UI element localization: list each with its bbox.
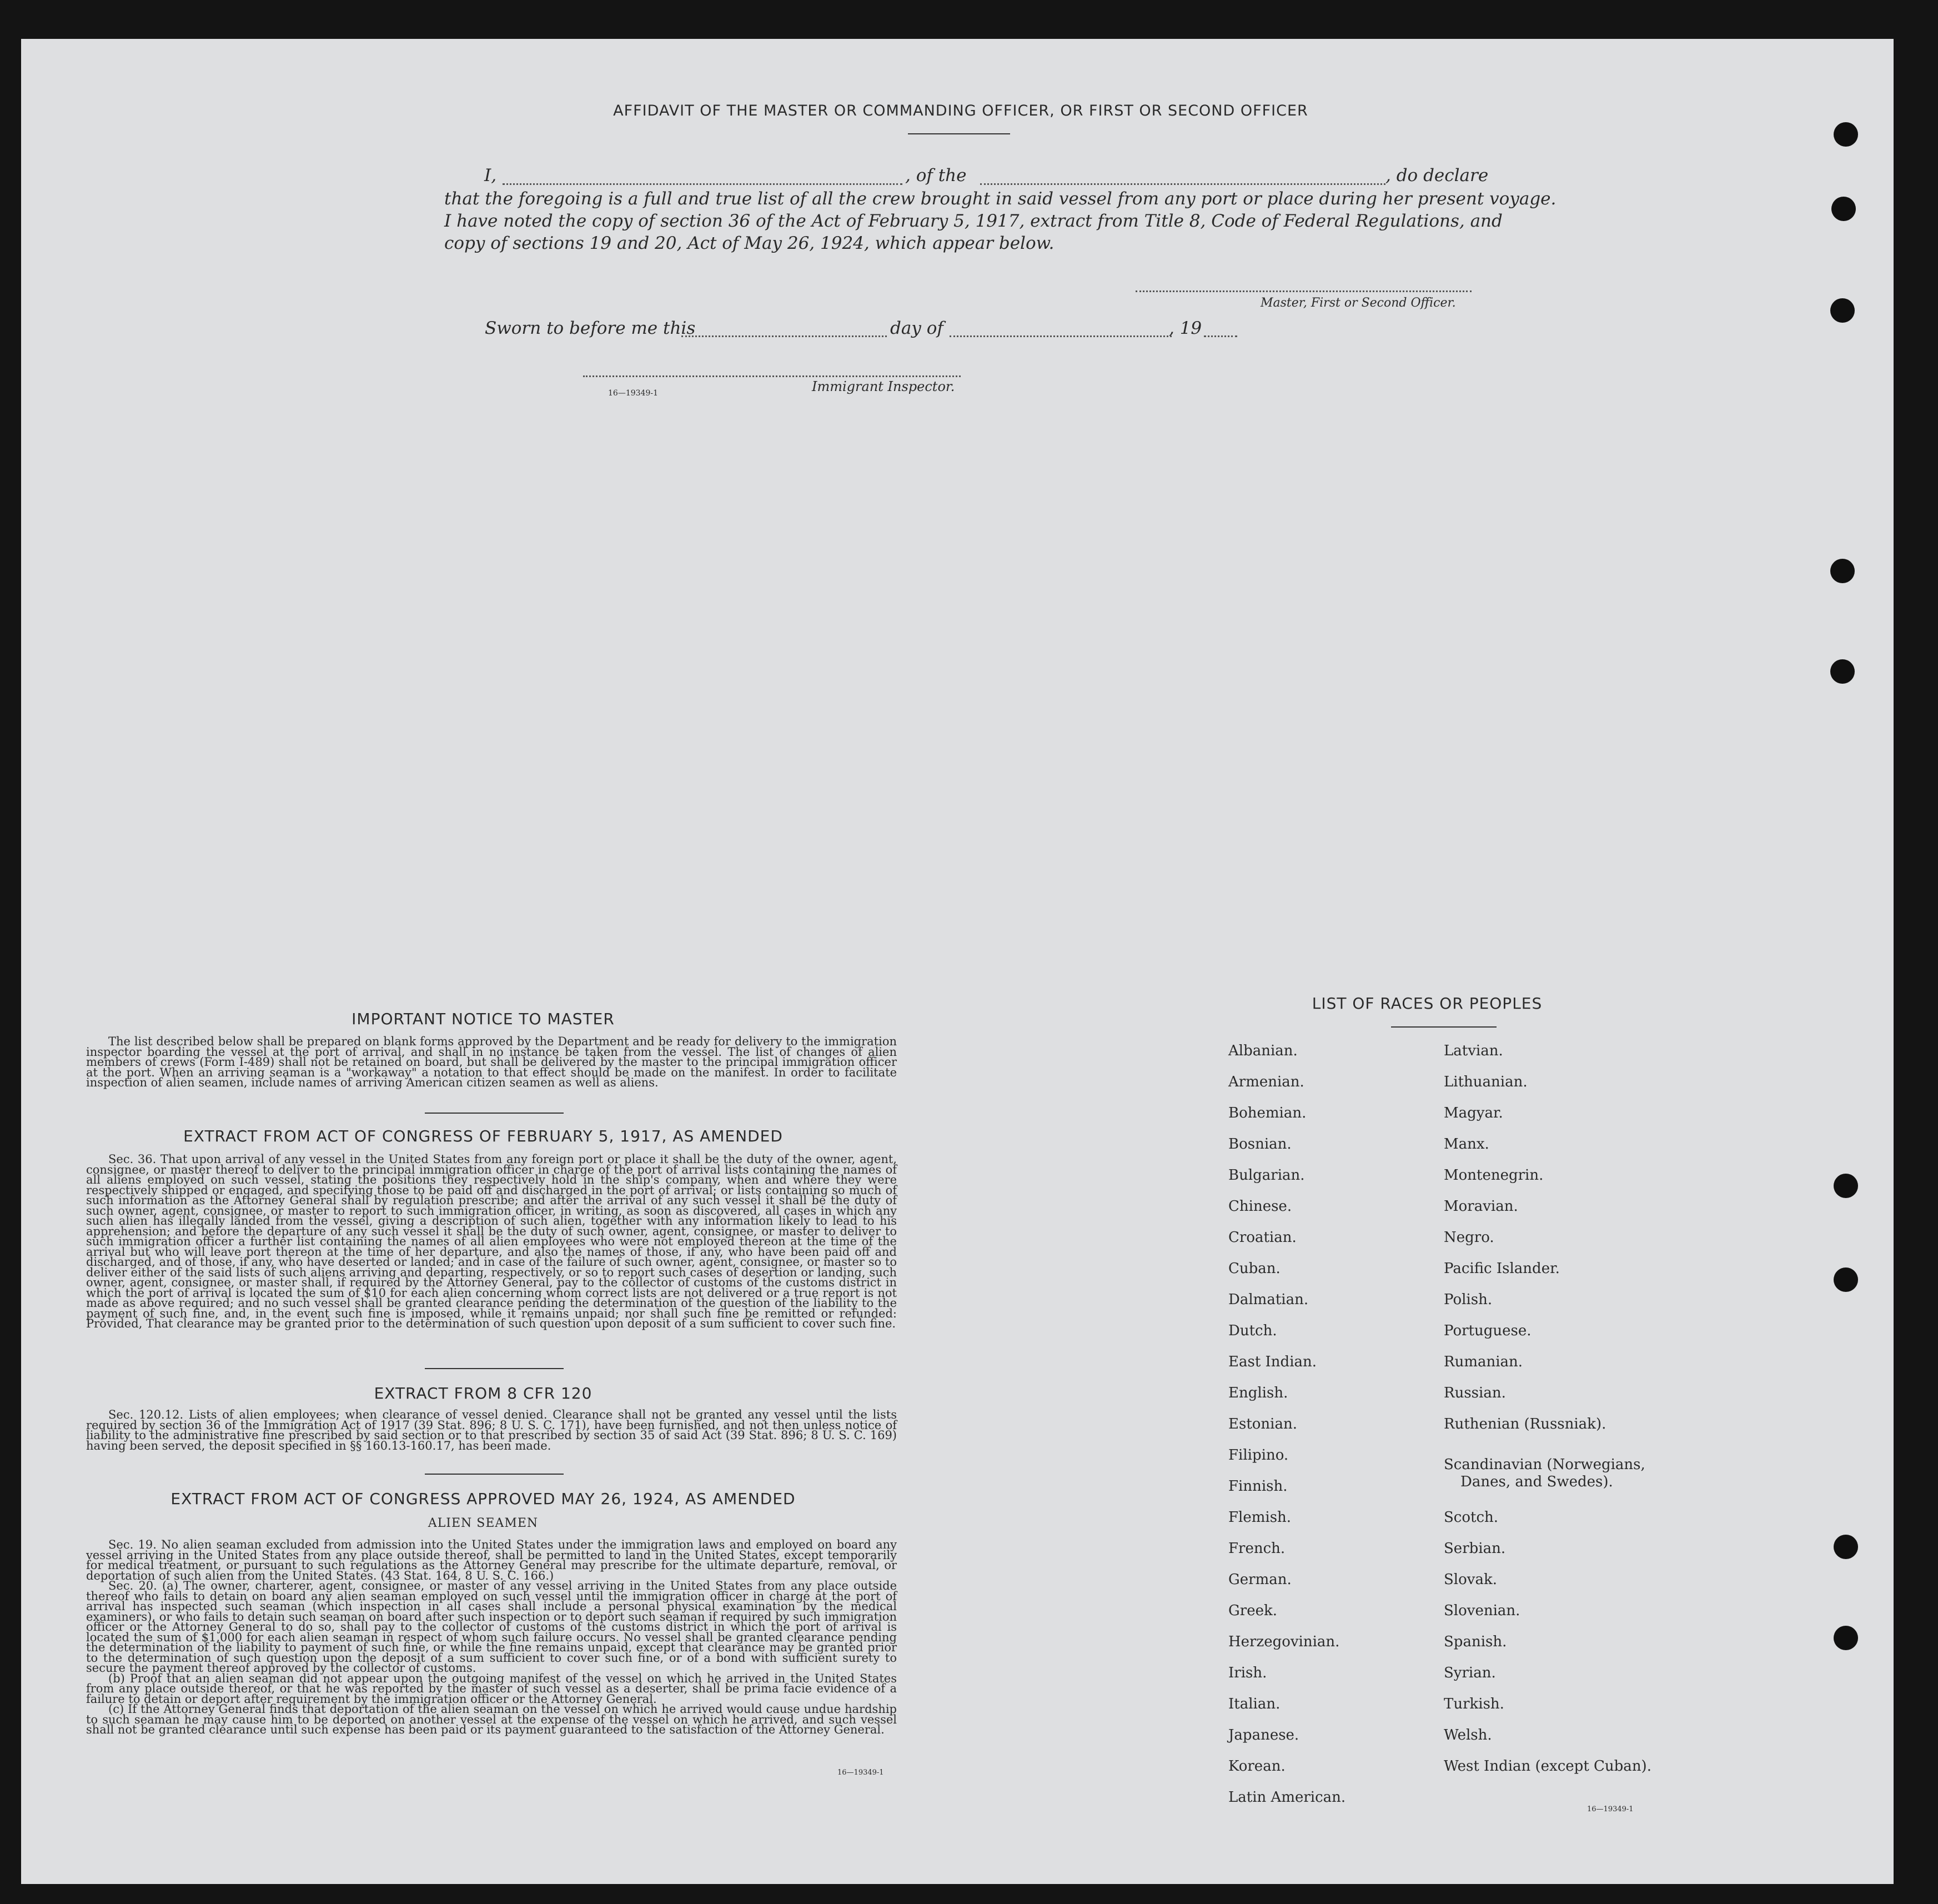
master-signature-label: Master, First or Second Officer. — [1261, 296, 1456, 310]
punch-hole — [1831, 197, 1856, 221]
sworn-day-blank — [681, 335, 887, 337]
inspector-label: Immigrant Inspector. — [812, 379, 955, 394]
race-item: Flemish. — [1228, 1509, 1292, 1526]
race-item: Bulgarian. — [1228, 1167, 1305, 1184]
race-item: Bohemian. — [1228, 1105, 1307, 1121]
sworn-month-blank — [950, 335, 1172, 337]
year-label: , 19 — [1169, 318, 1202, 338]
punch-hole — [1834, 1535, 1858, 1559]
race-item: West Indian (except Cuban). — [1444, 1758, 1651, 1775]
race-item: Herzegovinian. — [1228, 1634, 1340, 1650]
race-item: English. — [1228, 1385, 1288, 1401]
race-item: Japanese. — [1228, 1727, 1299, 1743]
race-item: Estonian. — [1228, 1416, 1297, 1432]
races-title: LIST OF RACES OR PEOPLES — [1312, 994, 1543, 1013]
section-36-paragraph: Sec. 36. That upon arrival of any vessel in the United States from any foreign port or place it shall be the duty of the owner, agent, consignee, or master thereof to deliver to the principal immigration officer in charge of the port of arrival lists containing the names of all aliens employed on such vessel, stating the positions they respectively hold in the ship's company, when and where they were respectively shipped or engaged, and specifying those to be paid off and discharged in the port of arrival; or lists containing so much of such information as the Attorney General shall by regulation prescribe; and after the arrival of any such vessel it shall be the duty of such owner, agent, consignee, or master to report to such immigration officer, in writing, as soon as discovered, all cases in which any such alien has illegally landed from the vessel, giving a description of such alien, together with any information likely to lead to his apprehension; and before the departure of any such vessel it shall be the duty of such owner, agent, consignee, or master to deliver to such immigration officer a further list containing the names of all alien employees who were not employed thereon at the time of the arrival but who will leave port thereon at the time of her departure, and also the names of those, if any, who have been paid off and discharged, and of those, if any, who have deserted or landed; and in case of the failure of such owner, agent, consignee, or master so to deliver either of the said lists of such aliens arriving and departing, respectively, or so to report such cases of desertion or landing, such owner, agent, consignee, or master shall, if required by the Attorney General, pay to the collector of customs of the customs district in which the port of arrival is located the sum of $10 for each alien concerning whom correct lists are not delivered or a true report is not made as above required; and no such vessel shall be granted clearance pending the determination of the question of the liability to the payment of such fine, and, in the event such fine is imposed, while it remains unpaid; nor shall such fine be remitted or refunded: Provided, That clearance may be granted prior to the determination of such question upon deposit of a sum sufficient to cover such fine. — [86, 1153, 897, 1330]
race-item: Finnish. — [1228, 1478, 1288, 1495]
race-item: Chinese. — [1228, 1198, 1292, 1215]
extract-1924-text — [86, 1540, 897, 1735]
punch-hole — [1830, 298, 1855, 323]
race-item: Negro. — [1444, 1229, 1494, 1246]
race-item: Slovenian. — [1444, 1602, 1520, 1619]
race-item: Latin American. — [1228, 1789, 1346, 1806]
race-item: Bosnian. — [1228, 1136, 1292, 1153]
race-item: Latvian. — [1444, 1043, 1503, 1059]
punch-hole — [1834, 1174, 1858, 1198]
section-20c-paragraph: (c) If the Attorney General finds that deportation of the alien seaman on the vessel on which he arrived would cause undue hardship to such seaman he may cause him to be deported on another vessel at the expense of the vessel on which he arrived, and such vessel shall not be granted clearance until such expense has been paid or its payment guaranteed to the satisfaction of the Attorney General. — [86, 1702, 897, 1736]
affidavit-i: I, — [484, 166, 497, 186]
race-item: Irish. — [1228, 1665, 1267, 1681]
affidavit-do-declare: , do declare — [1385, 166, 1489, 186]
race-item: Armenian. — [1228, 1074, 1304, 1090]
race-item: Portuguese. — [1444, 1322, 1532, 1339]
section-19-paragraph: Sec. 19. No alien seaman excluded from admission into the United States under the immigration laws and employed on board any vessel arriving in the United States from any place outside thereof, shall be permitted to land in the United States, except temporarily for medical treatment, or pursuant to such regulations as the Attorney General may prescribe for the ultimate departure, removal, or deportation of such alien from the United States. (43 Stat. 164, 8 U. S. C. 166.) — [86, 1538, 897, 1582]
extract-1917-title: EXTRACT FROM ACT OF CONGRESS OF FEBRUARY 5, 1917, AS AMENDED — [183, 1127, 783, 1145]
inspector-signature-line — [583, 375, 961, 377]
race-item: Cuban. — [1228, 1260, 1281, 1277]
race-item: Danes, and Swedes). — [1460, 1474, 1613, 1490]
race-item: Albanian. — [1228, 1043, 1298, 1059]
notice-paragraph: The list described below shall be prepared on blank forms approved by the Department and be ready for delivery to the immigration inspector boarding the vessel at the port of arrival, and shall in no instance be taken from the vessel. The list of changes of alien members of crews (Form I-489) shall not be retained on board, but shall be delivered by the master to the principal immigration officer at the port. When an arriving seaman is a "workaway" a notation to that effect should be made on the manifest. In order to facilitate inspection of alien seamen, include names of arriving American citizen seamen as well as aliens. — [86, 1035, 897, 1089]
name-blank — [503, 183, 902, 185]
race-item: East Indian. — [1228, 1354, 1317, 1370]
race-item: Italian. — [1228, 1696, 1281, 1712]
race-item: Syrian. — [1444, 1665, 1496, 1681]
race-item: Serbian. — [1444, 1540, 1506, 1557]
affidavit-line-3: I have noted the copy of section 36 of the Act of February 5, 1917, extract from Title 8, Code of Federal Regulations, and — [444, 211, 1503, 231]
section-20b-paragraph: (b) Proof that an alien seaman did not appear upon the outgoing manifest of the vessel on which he arrived in the United States from any place outside thereof, or that he was reported by the master of such vessel as a deserter, shall be prima facie evidence of a failure to detain or deport after requirement by the immigration officer or the Attorney General. — [86, 1671, 897, 1706]
race-item: Slovak. — [1444, 1571, 1497, 1588]
punch-hole — [1834, 1267, 1858, 1292]
races-rule — [1391, 1026, 1497, 1028]
notice-title: IMPORTANT NOTICE TO MASTER — [352, 1010, 615, 1028]
race-item: French. — [1228, 1540, 1286, 1557]
race-item: Magyar. — [1444, 1105, 1503, 1121]
extract-1917-rule — [425, 1368, 564, 1369]
extract-cfr-rule — [425, 1474, 564, 1475]
race-item: Turkish. — [1444, 1696, 1504, 1712]
race-item: Polish. — [1444, 1291, 1493, 1308]
punch-hole — [1834, 122, 1858, 147]
race-item: Dalmatian. — [1228, 1291, 1309, 1308]
race-item: Spanish. — [1444, 1634, 1507, 1650]
race-item: German. — [1228, 1571, 1292, 1588]
year-blank — [1204, 335, 1237, 337]
punch-hole — [1830, 659, 1855, 684]
extract-form-number: 16—19349-1 — [837, 1768, 884, 1777]
race-item: Manx. — [1444, 1136, 1489, 1153]
race-item: Greek. — [1228, 1602, 1277, 1619]
extract-cfr-text — [86, 1410, 897, 1451]
extract-1917-text — [86, 1154, 897, 1329]
race-item: Korean. — [1228, 1758, 1286, 1775]
vessel-blank — [980, 183, 1385, 185]
race-item: Russian. — [1444, 1385, 1506, 1401]
alien-seamen-subtitle: ALIEN SEAMEN — [428, 1516, 539, 1530]
race-item: Lithuanian. — [1444, 1074, 1528, 1090]
punch-hole — [1830, 559, 1855, 583]
race-item: Montenegrin. — [1444, 1167, 1544, 1184]
race-item: Dutch. — [1228, 1322, 1277, 1339]
notice-rule — [425, 1113, 564, 1114]
master-signature-line — [1136, 290, 1472, 292]
race-item: Pacific Islander. — [1444, 1260, 1560, 1277]
section-120-paragraph: Sec. 120.12. Lists of alien employees; when clearance of vessel denied. Clearance shall not be granted any vessel until the lists required by section 36 of the Immigration Act of 1917 (39 Stat. 896; 8 U. S. C. 171), have been furnished, and not then unless notice of liability to the administrative fine prescribed by said section or to that prescribed by section 35 of said Act (39 Stat. 896; 8 U. S. C. 169) having been served, the deposit specified in §§ 160.13-160.17, has been made. — [86, 1408, 897, 1452]
affidavit-line-4: copy of sections 19 and 20, Act of May 26, 1924, which appear below. — [444, 233, 1055, 253]
affidavit-of-the: , of the — [905, 166, 967, 186]
race-item: Croatian. — [1228, 1229, 1297, 1246]
race-item: Ruthenian (Russniak). — [1444, 1416, 1606, 1432]
race-item: Scotch. — [1444, 1509, 1499, 1526]
race-item: Rumanian. — [1444, 1354, 1523, 1370]
day-of-label: day of — [890, 318, 943, 338]
section-20a-paragraph: Sec. 20. (a) The owner, charterer, agent, consignee, or master of any vessel arriving in the United States from any place outside thereof who fails to detain on board any alien seaman employed on such vessel until the immigration officer in charge at the port of arrival has inspected such seaman (which inspection in all cases shall include a personal physical examination by the medical examiners), or who fails to detain such seaman on board after such inspection or to deport such seaman if required by such immigration officer or the Attorney General to do so, shall pay to the collector of customs of the customs district in which the port of arrival is located the sum of $1,000 for each alien seaman in respect of whom such failure occurs. No vessel shall be granted clearance pending the determination of the liability to payment of such fine, or while the fine remains unpaid, except that clearance may be granted prior to the determination of such question upon the deposit of a sum sufficient to cover such fine, or of a bond with sufficient surety to secure the payment thereof approved by the collector of customs. — [86, 1579, 897, 1675]
affidavit-title: AFFIDAVIT OF THE MASTER OR COMMANDING OFFICER, OR FIRST OR SECOND OFFICER — [613, 102, 1308, 119]
punch-hole — [1834, 1626, 1858, 1650]
title-rule — [908, 133, 1010, 134]
race-item: Moravian. — [1444, 1198, 1518, 1215]
race-item: Welsh. — [1444, 1727, 1492, 1743]
affidavit-line-2: that the foregoing is a full and true list of all the crew brought in said vessel from any port or place during her present voyage. — [444, 189, 1557, 209]
races-form-number: 16—19349-1 — [1587, 1805, 1634, 1813]
sworn-label: Sworn to before me this — [485, 318, 696, 338]
race-item: Scandinavian (Norwegians, — [1444, 1456, 1645, 1473]
affidavit-form-number: 16—19349-1 — [608, 389, 658, 398]
race-item: Filipino. — [1228, 1447, 1289, 1464]
notice-text — [86, 1036, 897, 1088]
extract-cfr-title: EXTRACT FROM 8 CFR 120 — [374, 1384, 593, 1402]
extract-1924-title: EXTRACT FROM ACT OF CONGRESS APPROVED MAY 26, 1924, AS AMENDED — [170, 1490, 796, 1508]
